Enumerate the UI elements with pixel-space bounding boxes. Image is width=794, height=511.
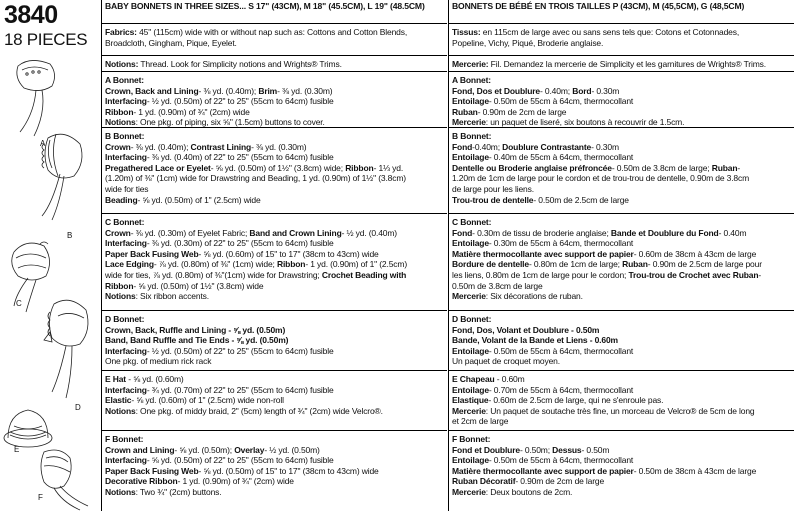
english-bonnet-f: F Bonnet: Crown and Lining- ⅝ yd. (0.50m); Overlay- ½ yd. (0.50m) Interfacing- ⅝ yd. (0.50m) of 22" to 25" (55cm to 64cm) fusible Paper Back Fusing Web- ⅝ yd. (0.50m) of 15" to 17" (38cm to 43cm) wide Decorative Ribbon- 1 yd. (0.90m) of ¾" (2cm) wide Notions: Two ¾" (2cm) buttons. <box>102 431 447 511</box>
french-chapeau-e: E Chapeau - 0.60m Entoilage- 0.70m de 55cm à 64cm, thermocollant Elastique- 0.60m de 2.5cm de large, qui ne s'enroule pas. Mercerie: Un paquet de soutache très fine, un morceau de Velcro® de 5cm de long et 2cm de large <box>449 371 794 431</box>
bonnet-drawings <box>0 54 100 511</box>
english-bonnet-c: C Bonnet: Crown- ⅜ yd. (0.30m) of Eyelet Fabric; Band and Crown Lining- ½ yd. (0.40m) Interfacing- ⅜ yd. (0.30m) of 22" to 25" (55cm to 64cm) fusible Paper Back Fusing Web- ⅝ yd. (0.60m) of 15" to 17" (38cm to 43cm) wide Lace Edging- ⅞ yd. (0.80m) of ⅜" (1cm) wide; Ribbon- 1 yd. (0.90m) of 1" (2.5cm) wide for ties, ⅞ yd. (0.80m) of ⅜"(1cm) wide for Drawstring; Crochet Beading with Ribbon- ⅝ yd. (0.50m) of 1½" (3.8cm) wide Notions: Six ribbon accents. <box>102 214 447 311</box>
french-mercerie-section: Mercerie: Fil. Demandez la mercerie de Simplicity et les garnitures de Wrights® Trims. <box>449 56 794 72</box>
english-hat-e: E Hat - ⅝ yd. (0.60m) Interfacing- ¾ yd. (0.70m) of 22" to 25" (55cm to 64cm) fusible Elastic- ⅝ yd. (0.60m) of 1" (2.5cm) wide non-roll Notions: One pkg. of middy braid, 2" (5cm) length of ¾" (2cm) wide Velcro®. <box>102 371 447 431</box>
bonnet-c-title: C Bonnet: <box>105 217 145 227</box>
french-bonnet-d: D Bonnet: Fond, Dos, Volant et Doublure - 0.50m Bande, Volant de la Bande et Liens - 0.60m Entoilage- 0.50m de 55cm à 64cm, thermocollant Un paquet de croquet moyen. <box>449 311 794 371</box>
english-notions-section <box>102 56 447 72</box>
english-bonnet-d: D Bonnet: Crown, Back, Ruffle and Lining - ⅝ yd. (0.50m) Band, Band Ruffle and Tie Ends - ⅝ yd. (0.50m) Interfacing- ½ yd. (0.50m) of 22" to 25" (55cm to 64cm) fusible One pkg. of medium rick rack <box>102 311 447 371</box>
figure-label-b: B <box>67 231 73 240</box>
fabrics-line-1: Fabrics: 45" (115cm) wide with or without nap such as: Cottons and Cotton Blends, <box>105 27 408 37</box>
bonnet-a-line-4: Notions: One pkg. of piping, six ⅝" (1.5cm) buttons to cover. <box>105 117 325 128</box>
english-column <box>101 0 447 511</box>
fabrics-line-2: Broadcloth, Gingham, Pique, Eyelet. <box>105 37 237 48</box>
english-title-section <box>102 0 447 24</box>
bonnet-d-illustration <box>44 300 88 398</box>
hat-e-title: E Hat - ⅝ yd. (0.60m) <box>105 374 184 384</box>
bonnet-illustrations <box>0 54 100 511</box>
bonnet-d-title: D Bonnet: <box>105 314 145 324</box>
french-title: BONNETS DE BÉBÉ EN TROIS TAILLES P (43CM), M (45,5CM), G (48,5CM) <box>452 1 745 11</box>
bonnet-a-line-1: Crown, Back and Lining- ⅜ yd. (0.40m); Brim- ⅜ yd. (0.30m) <box>105 85 333 96</box>
english-bonnet-b: B Bonnet: Crown- ⅜ yd. (0.40m); Contrast Lining- ⅜ yd. (0.30m) Interfacing- ⅜ yd. (0.40m) of 22" to 25" (55cm to 64cm) fusible Pregathered Lace or Eyelet- ⅝ yd. (0.50m) of 1½" (3.8cm) wide; Ribbon- 1⅓ yd. (1.20m) of ⅜" (1cm) wide for Drawstring and Beading, 1 yd. (0.90m) of 1½" (3.8cm) wide for ties Beading- ⅝ yd. (0.50m) of 1" (2.5cm) wide <box>102 128 447 214</box>
english-fabrics-section <box>102 24 447 56</box>
figure-label-a: A <box>40 139 46 148</box>
figure-label-f: F <box>38 493 43 502</box>
bonnet-a-title: A Bonnet: <box>105 75 144 85</box>
bonnet-a-line-3: Ribbon- 1 yd. (0.90m) of ¾" (2cm) wide <box>105 106 250 117</box>
english-bonnet-a <box>102 72 447 128</box>
figure-label-d: D <box>75 403 81 412</box>
french-tissus-section: Tissus: en 115cm de large avec ou sans sens tels que: Cotons et Cotonnades, Popeline, Vichy, Piqué, Broderie anglaise. <box>449 24 794 56</box>
figure-label-c: C <box>16 299 22 308</box>
bonnet-f-illustration <box>41 450 88 510</box>
french-bonnet-c: C Bonnet: Fond- 0.30m de tissu de broderie anglaise; Bande et Doublure du Fond- 0.40m Entoilage- 0.30m de 55cm à 64cm, thermocollant Matière thermocollante avec support de papier- 0.60m de 38cm à 43cm de large Bordure de dentelle- 0.80m de 1cm de large; Ruban- 0.90m de 2.5cm de large pour les liens, 0.80m de 1cm de large pour le cordon; Trou-trou de Crochet avec Ruban- 0.50m de 3.8cm de large Mercerie: Six décorations de ruban. <box>449 214 794 311</box>
bonnet-f-title: F Bonnet: <box>105 434 144 444</box>
bonnet-a-illustration <box>17 60 55 136</box>
notions-line: Notions: Thread. Look for Simplicity notions and Wrights® Trims. <box>105 59 342 69</box>
french-bonnet-a: A Bonnet: Fond, Dos et Doublure- 0.40m; Bord- 0.30m Entoilage- 0.50m de 55cm à 64cm, thermocollant Ruban- 0.90m de 2cm de large Mercerie: un paquet de liseré, six boutons à recouvrir de 1.5cm. <box>449 72 794 128</box>
english-title: BABY BONNETS IN THREE SIZES... S 17" (43CM), M 18" (45.5CM), L 19" (48.5CM) <box>105 1 425 11</box>
pieces-count: 18 PIECES <box>4 30 88 49</box>
french-title-section <box>449 0 794 24</box>
hat-e-illustration <box>4 410 52 447</box>
figure-label-e: E <box>14 445 20 454</box>
french-column <box>448 0 794 511</box>
bonnet-a-line-2: Interfacing- ½ yd. (0.50m) of 22" to 25" (55cm to 64cm) fusible <box>105 96 334 107</box>
pattern-number: 3840 <box>4 1 58 29</box>
bonnet-b-illustration <box>42 134 82 220</box>
french-bonnet-b: B Bonnet: Fond-0.40m; Doublure Contrastante- 0.30m Entoilage- 0.40m de 55cm à 64cm, thermocollant Dentelle ou Broderie anglaise préfroncée- 0.50m de 3.8cm de large; Ruban- 1.20m de 1cm de large pour le cordon et de trou-trou de dentelle, 0.90m de 3.8cm de large pour les liens. Trou-trou de dentelle- 0.50m de 2.5cm de large <box>449 128 794 214</box>
french-bonnet-f: F Bonnet: Fond et Doublure- 0.50m; Dessus- 0.50m Entoilage- 0.50m de 55cm à 64cm, thermocollant Matière thermocollante avec support de papier- 0.50m de 38cm à 43cm de large Ruban Décoratif- 0.90m de 2cm de large Mercerie: Deux boutons de 2cm. <box>452 434 757 497</box>
bonnet-b-title: B Bonnet: <box>105 131 145 141</box>
